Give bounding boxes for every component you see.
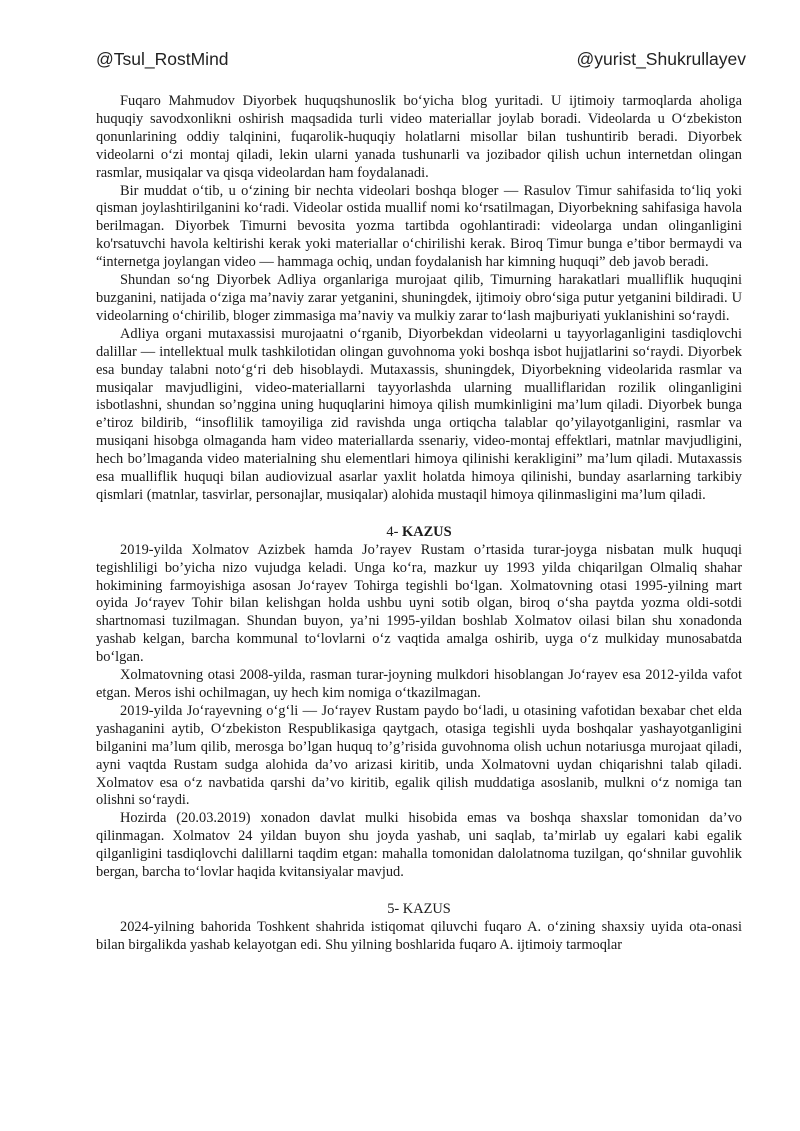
document-body [96,93,742,955]
header-left-handle: @Tsul_RostMind [96,49,229,69]
header-right-handle: @yurist_Shukrullayev [576,49,746,69]
kazus-4-heading [96,524,742,542]
paragraph: Fuqaro Mahmudov Diyorbek huquqshunoslik bo‘yicha blog yuritadi. U ijtimoiy tarmoqlarda aholiga huquqiy savodxonlikni oshirish maqsadida turli video materiallar joylab boradi. Videolarda u O‘zbekiston qonunlarining oddiy talqinini, fuqarolik-huquqiy holatlarni misollar bilan tushuntirib beradi. Diyorbek videolarni o‘zi montaj qiladi, lekin ularni yanada tushunarli va jozibador qilish uchun internetdan olingan rasmlar, musiqalar va qisqa videolardan ham foydalanadi. [96,93,742,181]
paragraph: Bir muddat o‘tib, u o‘zining bir nechta videolari boshqa bloger — Rasulov Timur sahifasida to‘liq yoki qisman joylashtirilganini ko‘radi. Videolar ostida muallif nomi ko‘rsatilmagan, Diyorbekning sahifasiga havola berilmagan. Diyorbek Timurni bevosita yozma tartibda ogohlantiradi: videolarga undan olinganligini ko'rsatuvchi havola keltirishi kerak yoki materiallar o‘chirilishi kerak. Biroq Timur bunga e’tibor bermaydi va “internetga joylangan video — hammaga ochiq, undan foydalanish har kimning huquqi” deb javob beradi. [96,182,742,271]
page-header [96,49,746,70]
paragraph: 2019-yilda Jo‘rayevning o‘g‘li — Jo‘rayev Rustam paydo bo‘ladi, u otasining vafotidan bexabar chet elda yashaganini aytib, O‘zbekiston Respublikasiga qaytgach, otasiga tegishli uyda boshqalar yashayotganligini bilganini ma’lum qilib, merosga bo’lgan huquq to’g’risida guvohnoma olish uchun notariusga murojaat qiladi, ayni vaqtda Rustam sudga alohida da’vo arizasi kiritib, unda Xolmatovni uydan chiqarishni talab qiladi. Xolmatov esa o‘z navbatida qarshi da’vo kiritib, egalik qilish muddatiga asoslanib, mulkni o‘z nomiga tan olishni so‘raydi. [96,702,742,809]
paragraph: Xolmatovning otasi 2008-yilda, rasman turar-joyning mulkdori hisoblangan Jo‘rayev esa 2012-yilda vafot etgan. Meros ishi ochilmagan, uy hech kim nomiga o‘tkazilmagan. [96,667,742,701]
paragraph: Hozirda (20.03.2019) xonadon davlat mulki hisobida emas va boshqa shaxslar tomonidan da’vo qilinmagan. Xolmatov 24 yildan buyon shu joyda yashab, uni saqlab, ta’mirlab uy egalari kabi egalik qilganligini tasdiqlovchi dalillarni taqdim etgan: mahalla tomonidan dalolatnoma tuzilgan, qo‘shnilar guvohlik bergan, barcha to‘lovlar haqida kvitansiyalar mavjud. [96,810,742,881]
paragraph: 2019-yilda Xolmatov Azizbek hamda Jo’rayev Rustam o’rtasida turar-joyga nisbatan mulk huquqi tegishliligi bo’yicha nizo vujudga keladi. Unga ko‘ra, mazkur uy 1993 yilda chiqarilgan Olmaliq shahar hokimining farmoyishiga asosan Jo‘rayev Tohirga tegishli bo‘lgan. Xolmatovning otasi 1995-yilning mart oyida Jo‘rayev Tohir bilan kelishgan holda ushbu uyni sotib olgan, biroq o‘sha paytda yozma oldi-sotdi shartnomasi tuzilmagan. Shundan buyon, ya’ni 1995-yildan boshlab Xolmatov oilasi bilan shu xonadonda yashab kelgan, barcha kommunal to‘lovlarni o‘z vaqtida amalga oshirib, uyga o‘z mulkiday munosabatda bo‘lgan. [96,541,742,666]
paragraph: 2024-yilning bahorida Toshkent shahrida istiqomat qiluvchi fuqaro A. o‘zining shaxsiy uyida ota-onasi bilan birgalikda yashab kelayotgan edi. Shu yilning boshlarida fuqaro A. ijtimoiy tarmoqlar [96,918,742,953]
kazus-5-heading: 5- KAZUS [387,900,451,917]
kazus-4-number: 4- [386,523,399,540]
paragraph: Adliya organi mutaxassisi murojaatni o‘rganib, Diyorbekdan videolarni u tayyorlaganligini tasdiqlovchi dalillar — intellektual mulk tashkilotidan olingan guvohnoma yoki boshqa isbot hujjatlarini so‘raydi. Diyorbek esa bunday talabni noto‘g‘ri deb hisoblaydi. Mutaxassis, shuningdek, Diyorbekning videolarida rasmlar va musiqalar mavjudligini, video-materiallarni tayyorlashda ularning mualliflaridan rozilik olinganligini isbotlashni, shundan so’nggina uning huquqlarini himoya qilish mumkinligini ma’lum qiladi. Diyorbek bunga e’tiroz bildirib, “insoflilik tamoyiliga zid ravishda unga ortiqcha talablar qo’yilayotganligini, rasmlar va musiqani hisobga olmaganda ham video materiallarda ssenariy, video-montaj effektlari, matnlar mavjudligini, hech bo’lmaganda video materialning shu elementlari himoya qilinishi kerakligini” ma’lum qiladi. Mutaxassis esa mualliflik huquqi bilan audiovizual asarlar yaxlit holatda himoya qilinishi, bunday asarlarning tarkibiy qismlari (matnlar, tasvirlar, personajlar, musiqalar) alohida mustaqil himoya qilinmasligini ma’lum qiladi. [96,325,742,503]
kazus-4-label: KAZUS [402,523,452,540]
paragraph: Shundan so‘ng Diyorbek Adliya organlariga murojaat qilib, Timurning harakatlari mualliflik huquqini buzganini, natijada o‘ziga ma’naviy zarar yetganini, shuningdek, ijtimoiy obro‘siga putur yetganini bildiradi. U videolarning o‘chirilib, bloger zimmasiga ma’naviy va mulkiy zarar to‘lash majburiyati yuklanishini so‘raydi. [96,272,742,324]
